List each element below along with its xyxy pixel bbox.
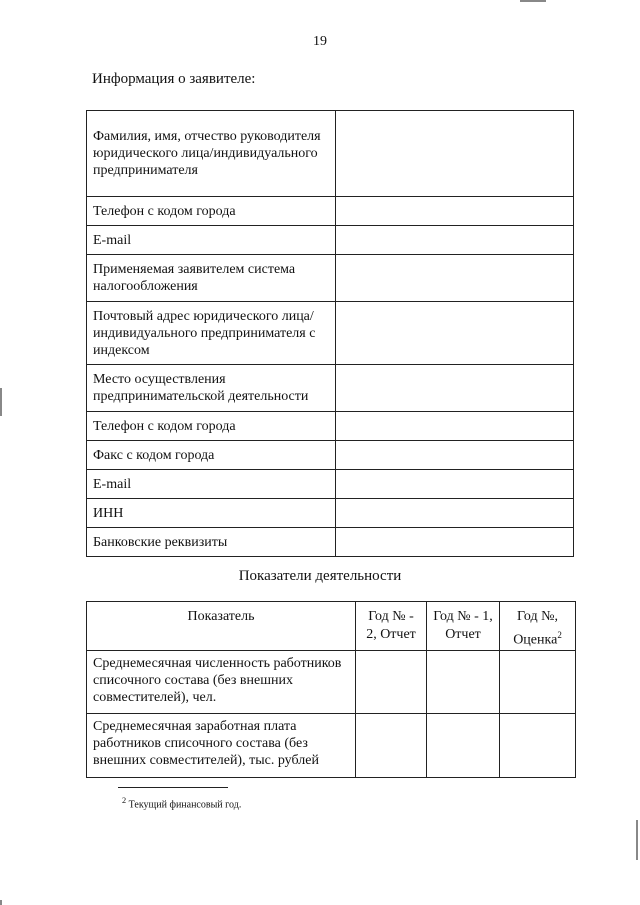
header-year-n-minus-1: Год № - 1, Отчет [427,602,500,651]
row-value-inn[interactable] [336,499,574,528]
footnote [122,796,241,810]
table-row [87,226,574,255]
row-label-avg-salary: Среднемесячная заработная плата работников списочного состава (без внешних совместителей), тыс. рублей [87,713,356,777]
header-indicator: Показатель [87,602,356,651]
header-year-n [500,602,576,651]
row-label-avg-headcount: Среднемесячная численность работников списочного состава (без внешних совместителей), чел. [87,650,356,713]
row-label-inn: ИНН [87,499,336,528]
row-value-email-2[interactable] [336,470,574,499]
row-value-bank-details[interactable] [336,528,574,557]
row-label-tax-system: Применяемая заявителем система налогообложения [87,255,336,302]
table-row [87,441,574,470]
cell-salary-year-n-minus-1[interactable] [427,713,500,777]
row-value-director-name[interactable] [336,111,574,197]
footnote-ref: 2 [557,630,562,640]
cell-salary-year-n[interactable] [500,713,576,777]
scan-edge-mark [520,0,546,2]
header-year-n-minus-2: Год № - 2, Отчет [356,602,427,651]
indicators-section-title: Показатели деятельности [238,568,402,584]
footnote-text: Текущий финансовый год. [126,799,242,811]
applicant-section-title: Информация о заявителе: [92,71,256,87]
indicators-table [86,601,576,778]
row-label-phone-2: Телефон с кодом города [87,412,336,441]
scan-edge-mark [0,388,2,416]
table-header-row [87,602,576,651]
applicant-info-table [86,110,574,557]
row-label-phone: Телефон с кодом города [87,197,336,226]
row-label-email: E-mail [87,226,336,255]
table-row [87,470,574,499]
table-row [87,365,574,412]
cell-headcount-year-n-minus-1[interactable] [427,650,500,713]
table-row [87,197,574,226]
row-value-phone[interactable] [336,197,574,226]
footnote-divider [118,787,228,788]
row-label-director-name: Фамилия, имя, отчество руководителя юридического лица/индивидуального предпринимателя [87,111,336,197]
row-value-email[interactable] [336,226,574,255]
row-value-business-location[interactable] [336,365,574,412]
row-value-tax-system[interactable] [336,255,574,302]
cell-salary-year-n-minus-2[interactable] [356,713,427,777]
table-row [87,111,574,197]
row-label-email-2: E-mail [87,470,336,499]
row-label-bank-details: Банковские реквизиты [87,528,336,557]
row-label-postal-address: Почтовый адрес юридического лица/индивидуального предпринимателя с индексом [87,302,336,365]
footnote-marker: 2 [122,796,127,805]
scan-edge-mark [636,820,638,860]
table-row [87,650,576,713]
header-year-n-label: Год №, Оценка [513,609,558,648]
row-value-phone-2[interactable] [336,412,574,441]
table-row [87,412,574,441]
table-row [87,302,574,365]
cell-headcount-year-n-minus-2[interactable] [356,650,427,713]
table-row [87,499,574,528]
row-value-postal-address[interactable] [336,302,574,365]
row-value-fax[interactable] [336,441,574,470]
cell-headcount-year-n[interactable] [500,650,576,713]
scan-edge-mark [0,900,2,905]
table-row [87,255,574,302]
table-row [87,528,574,557]
page-number: 19 [313,34,327,49]
table-row [87,713,576,777]
row-label-fax: Факс с кодом города [87,441,336,470]
row-label-business-location: Место осуществления предпринимательской деятельности [87,365,336,412]
